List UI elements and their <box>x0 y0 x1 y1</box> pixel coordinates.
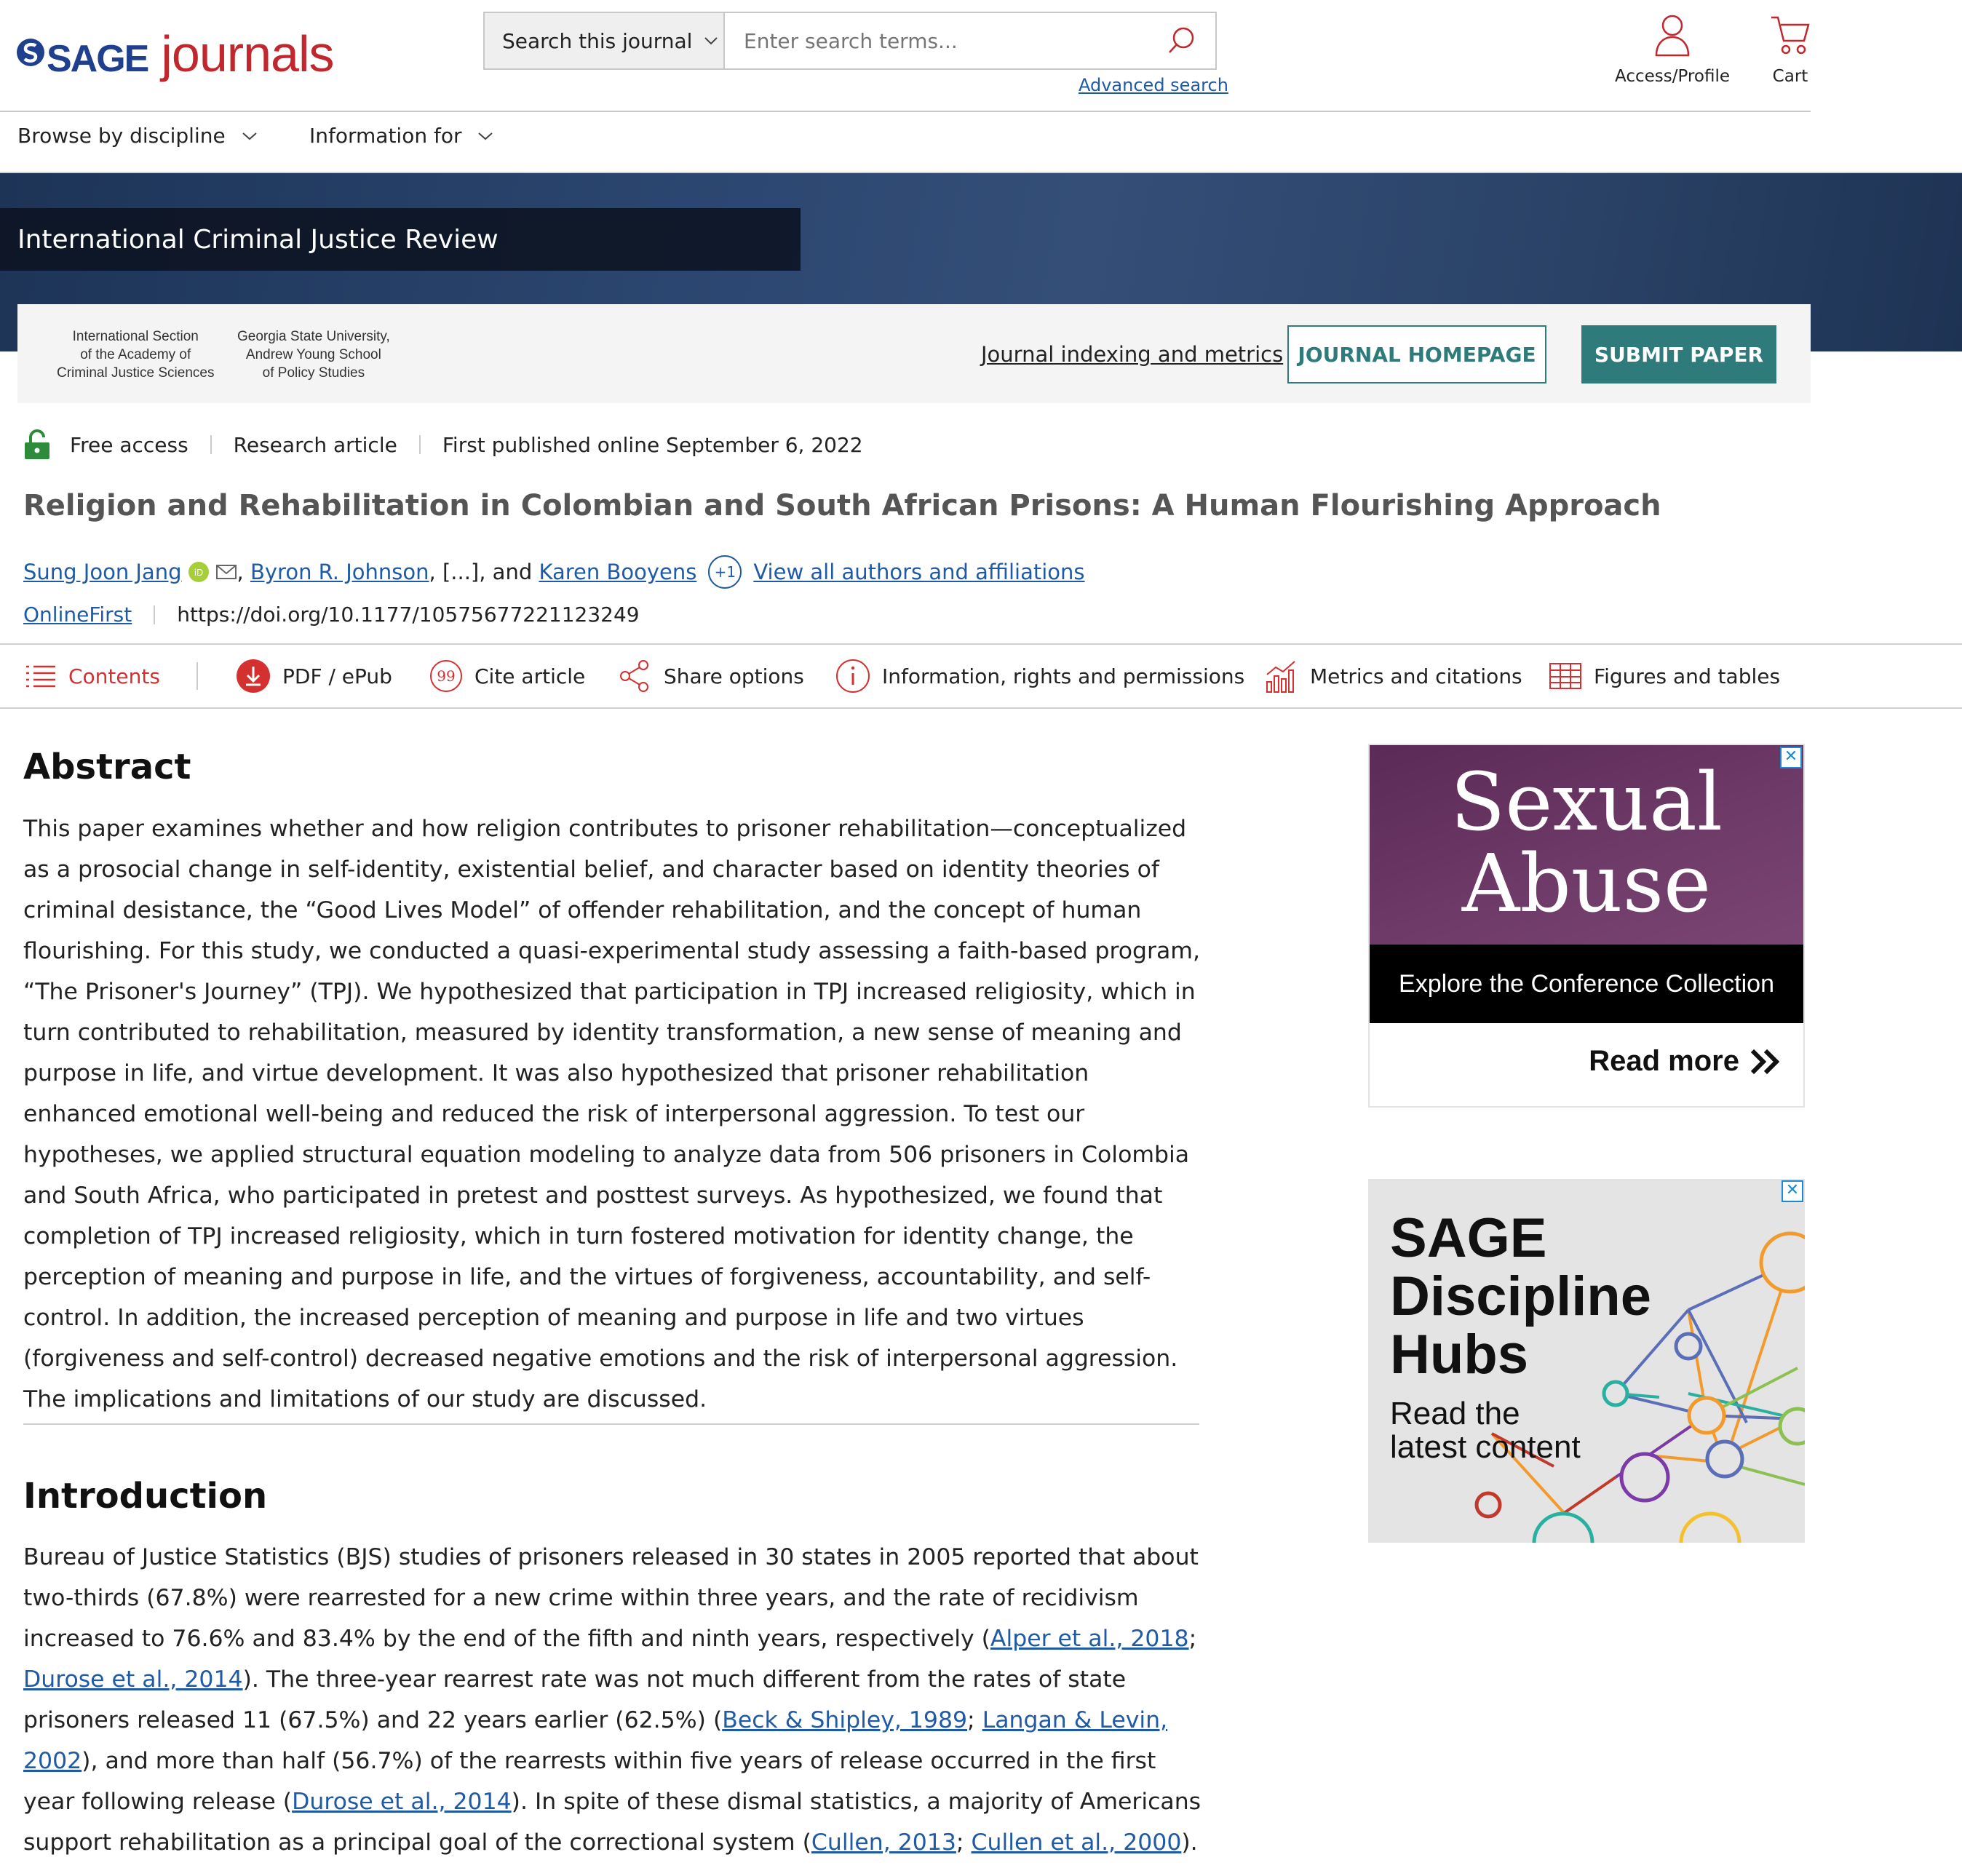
chevron-down-icon <box>704 36 718 45</box>
nav-browse-by-discipline[interactable] <box>17 124 258 148</box>
ad1-read-more[interactable]: Read more <box>1589 1045 1782 1078</box>
double-chevron-right-icon <box>1749 1048 1782 1076</box>
author-list: Sung Joon Jang iD , Byron R. Johnson , [...], and Karen Booyens +1 View all authors and affiliations <box>23 555 1085 589</box>
author-link[interactable]: Sung Joon Jang <box>23 560 182 584</box>
search-input[interactable] <box>725 13 1148 68</box>
citation-link[interactable]: Cullen et al., 2000 <box>971 1829 1182 1856</box>
author-link[interactable]: Byron R. Johnson <box>250 560 429 584</box>
submit-paper-button[interactable]: SUBMIT PAPER <box>1581 325 1776 383</box>
nav-browse-label: Browse by discipline <box>17 124 226 148</box>
quote-icon <box>429 659 463 693</box>
citation-link[interactable]: Langan & Levin, 2002 <box>23 1707 1168 1774</box>
view-all-authors-link[interactable]: View all authors and affiliations <box>753 560 1085 584</box>
society-logo-acjs: International Section of the Academy of Criminal Justice Sciences <box>57 329 215 381</box>
free-access-label: Free access <box>70 432 188 457</box>
nav-information-for[interactable] <box>309 124 493 148</box>
article-meta <box>23 426 863 463</box>
toolbar-share[interactable] <box>617 645 804 707</box>
cart-icon <box>1770 13 1811 58</box>
chevron-down-icon <box>242 132 258 140</box>
nav-info-label: Information for <box>309 124 462 148</box>
search-icon <box>1166 25 1198 57</box>
toolbar-information-label: Information, rights and permissions <box>882 664 1245 688</box>
toolbar-contents-label: Contents <box>68 664 160 688</box>
abstract-text: This paper examines whether and how religion contributes to prisoner rehabilitation—conceptualized as a prosocial change in self-identity, existential belief, and character based on identity theories of criminal desistance, the “Good Lives Model” of offender rehabilitation, and the concept of human flourishing. For this study, we conducted a quasi-experimental study assessing a faith-based program, “The Prisoner's Journey” (TPJ). We hypothesized that participation in TPJ increased religiosity, which in turn contributed to rehabilitation, measured by identity transformation, a new sense of meaning and purpose in life, and virtue development. It was also hypothesized that prisoner rehabilitation enhanced emotional well-being and reduced the risk of interpersonal aggression. To test our hypotheses, we applied structural equation modeling to analyze data from 506 prisoners in Colombia and South Africa, who participated in pretest and posttest surveys. As hypothesized, we found that completion of TPJ increased religiosity, which in turn fostered motivation for identity change, the perception of meaning and purpose in life, and the virtues of forgiveness, accountability, and self-control. In addition, the increased perception of meaning and purpose in life and two virtues (forgiveness and self-control) decreased negative emotions and the risk of interpersonal aggression. The implications and limitations of our study are discussed. <box>23 816 1200 1412</box>
table-icon <box>1549 662 1582 690</box>
society-logo-gsu: Georgia State University, Andrew Young School of Policy Studies <box>237 329 390 381</box>
introduction-text: Bureau of Justice Statistics (BJS) studies of prisoners released in 30 states in 2005 reported that about two-thirds (67.8%) were rearrested for a new crime within three years, and the rate of recidivism increased to 76.6% and 83.4% by the end of the fifth and ninth years, respectively (Alper et al., 2018; Durose et al., 2014). The three-year rearrest rate was not much different from the rates of state prisoners released 11 (67.5%) and 22 years earlier (62.5%) (Beck & Shipley, 1989; Langan & Levin, 2002), and more than half (56.7%) of the rearrests within five years of release occurred in the first year following release (Durose et al., 2014). In spite of these dismal statistics, a majority of Americans support rehabilitation as a principal goal of the correctional system (Cullen, 2013; Cullen et al., 2000). <box>23 1544 1202 1856</box>
toolbar-pdf-label: PDF / ePub <box>282 664 392 688</box>
bar-chart-icon <box>1265 659 1298 693</box>
journal-homepage-button[interactable]: JOURNAL HOMEPAGE <box>1287 325 1546 383</box>
citation-link[interactable]: Cullen, 2013 <box>811 1829 956 1856</box>
meta-separator <box>154 605 155 624</box>
doi-text[interactable]: https://doi.org/10.1177/10575677221123249 <box>177 603 640 627</box>
svg-text:iD: iD <box>194 568 203 578</box>
more-authors-badge[interactable]: +1 <box>708 555 742 589</box>
header-divider <box>0 111 1811 112</box>
ad-sexual-abuse-collection[interactable] <box>1368 744 1805 1108</box>
close-ad-icon[interactable]: ✕ <box>1782 1180 1803 1202</box>
toolbar-share-label: Share options <box>664 664 804 688</box>
abstract-heading: Abstract <box>23 747 191 787</box>
ad1-strip: Explore the Conference Collection <box>1370 945 1803 1023</box>
search-bar <box>483 12 1217 70</box>
chevron-down-icon <box>477 132 493 140</box>
citation-link[interactable]: Beck & Shipley, 1989 <box>722 1707 968 1733</box>
article-toolbar <box>0 645 1962 707</box>
toolbar-separator <box>196 662 198 690</box>
orcid-icon[interactable] <box>188 561 210 583</box>
toolbar-pdf[interactable] <box>236 645 392 707</box>
ad2-subtitle: Read the latest content <box>1390 1396 1581 1465</box>
info-icon <box>835 659 870 693</box>
logo-sage-text: SAGE <box>47 38 148 80</box>
doi-row <box>23 603 640 627</box>
toolbar-metrics-label: Metrics and citations <box>1310 664 1522 688</box>
toolbar-figures-label: Figures and tables <box>1594 664 1781 688</box>
toolbar-information[interactable] <box>835 645 1244 707</box>
authors-ellipsis: , [...], and <box>429 560 539 584</box>
section-divider <box>23 1423 1199 1425</box>
onlinefirst-link[interactable]: OnlineFirst <box>23 603 132 627</box>
search-scope-label: Search this journal <box>502 28 693 53</box>
published-date: First published online September 6, 2022 <box>442 432 863 457</box>
search-scope-dropdown[interactable] <box>485 13 725 68</box>
svg-text:99: 99 <box>437 667 456 685</box>
meta-separator <box>210 435 212 454</box>
list-icon <box>25 664 57 688</box>
logo-journals-text: journals <box>161 25 334 82</box>
lock-open-icon <box>23 429 51 460</box>
advanced-search-link[interactable]: Advanced search <box>1079 75 1228 95</box>
citation-link[interactable]: Durose et al., 2014 <box>23 1666 243 1693</box>
toolbar-bottom-divider <box>0 707 1962 709</box>
toolbar-figures[interactable] <box>1549 645 1780 707</box>
toolbar-metrics[interactable] <box>1265 645 1522 707</box>
article-type: Research article <box>233 432 397 457</box>
toolbar-cite-label: Cite article <box>474 664 586 688</box>
email-icon[interactable] <box>215 563 237 581</box>
toolbar-contents[interactable] <box>25 645 160 707</box>
sage-s-icon <box>16 36 45 69</box>
ad2-headline: SAGE Discipline Hubs <box>1390 1207 1651 1386</box>
close-ad-icon[interactable]: ✕ <box>1780 747 1802 768</box>
ad-sage-discipline-hubs[interactable] <box>1368 1179 1805 1543</box>
access-profile-label: Access/Profile <box>1614 67 1730 86</box>
meta-separator <box>419 435 421 454</box>
sage-journals-logo[interactable] <box>16 25 334 80</box>
user-icon <box>1654 13 1691 57</box>
cart-button[interactable] <box>1761 13 1819 86</box>
journal-title[interactable]: International Criminal Justice Review <box>0 208 801 271</box>
citation-link[interactable]: Alper et al., 2018 <box>990 1626 1189 1652</box>
download-pdf-icon <box>236 659 271 693</box>
introduction-heading: Introduction <box>23 1476 268 1517</box>
ad1-headline: Sexual Abuse <box>1370 745 1803 945</box>
share-icon <box>617 659 652 693</box>
cart-label: Cart <box>1772 67 1808 86</box>
article-title: Religion and Rehabilitation in Colombian and South African Prisons: A Human Flourishing Approach <box>23 489 1661 522</box>
toolbar-cite[interactable] <box>429 645 585 707</box>
author-link[interactable]: Karen Booyens <box>539 560 697 584</box>
access-profile-button[interactable] <box>1614 13 1731 86</box>
journal-indexing-link[interactable]: Journal indexing and metrics <box>981 342 1284 367</box>
citation-link[interactable]: Durose et al., 2014 <box>292 1789 512 1815</box>
search-button[interactable] <box>1148 13 1215 68</box>
